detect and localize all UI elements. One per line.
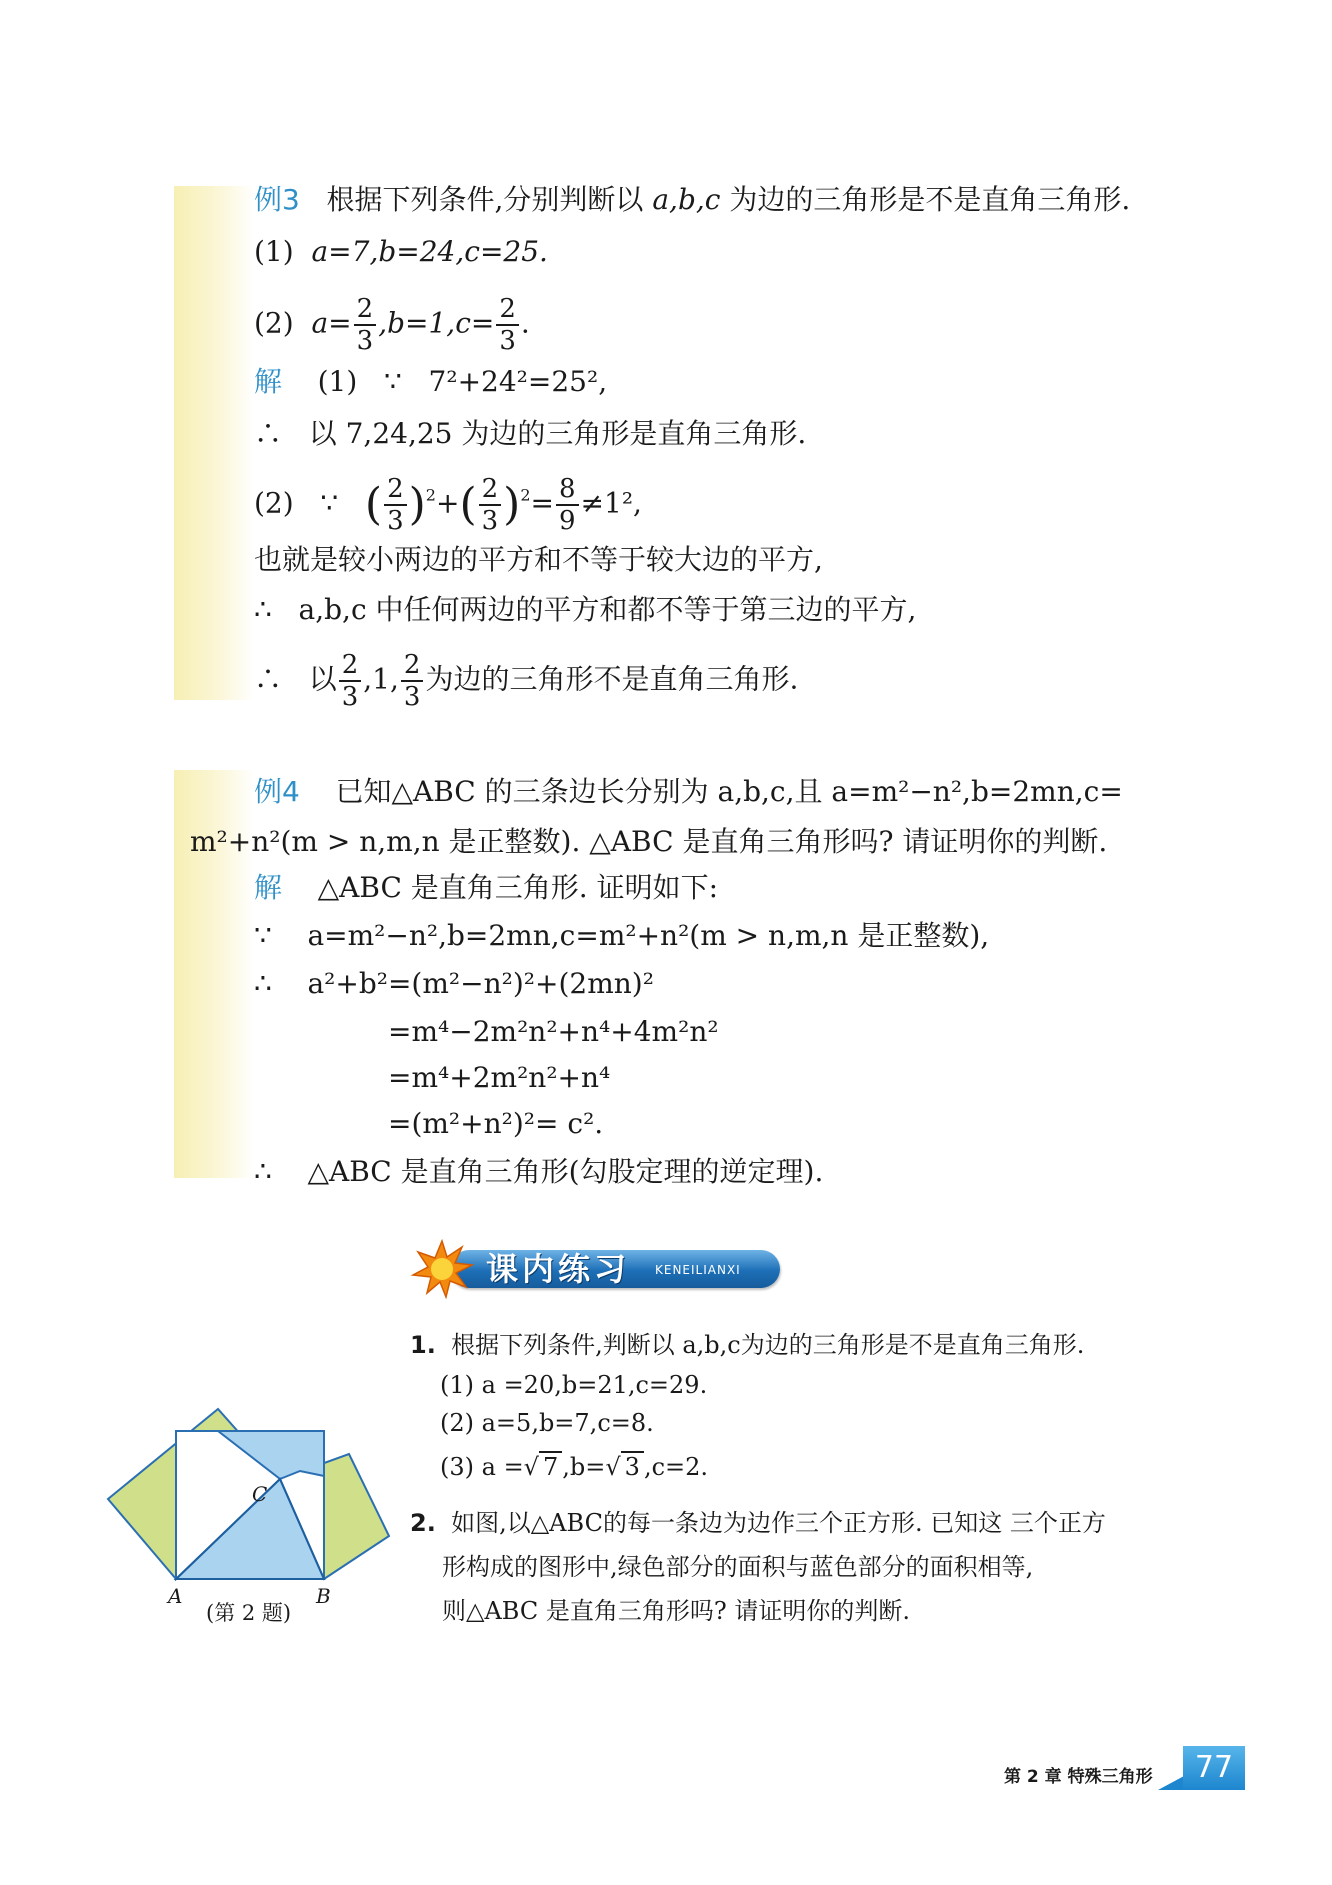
q1-text: 根据下列条件,判断以 a,b,c为边的三角形是不是直角三角形. <box>451 1331 1085 1359</box>
frac-den: 3 <box>479 504 502 536</box>
frac-num: 2 <box>403 650 421 680</box>
because-symbol: ∵ <box>320 486 339 520</box>
sol2-label: (2) <box>254 486 294 520</box>
q1-a <box>440 1368 707 1402</box>
example4-solution <box>254 868 718 908</box>
example4-conclusion <box>254 1152 823 1192</box>
q1-c-pre: (3) a = <box>440 1453 524 1481</box>
case2-label: (2) <box>254 306 294 340</box>
frac-den: 3 <box>401 680 424 712</box>
q2-line1 <box>410 1506 1106 1540</box>
frac-den: 3 <box>384 504 407 536</box>
q2-line3 <box>442 1594 910 1628</box>
square-exponent: 2 <box>425 485 436 505</box>
q1-c-mid: ,b= <box>562 1453 606 1481</box>
example4-line2-text: m²+n²(m > n,m,n 是正整数). △ABC 是直角三角形吗? 请证明你的判断. <box>190 825 1108 858</box>
example3-label: 例3 <box>254 183 300 216</box>
case2-end: . <box>520 306 530 340</box>
radicand-seven: 7 <box>539 1451 562 1481</box>
example4-label: 例4 <box>254 775 300 808</box>
example3-solution2-line2 <box>254 540 823 580</box>
q1-number: 1. <box>410 1331 436 1359</box>
because-symbol: ∵ <box>254 919 272 952</box>
label-b: B <box>316 1584 331 1608</box>
frac-den: 3 <box>354 324 377 356</box>
plus-sign: + <box>435 486 460 520</box>
frac-num: 2 <box>356 294 374 324</box>
q2-number: 2. <box>410 1509 436 1537</box>
example4-step3-text: =m⁴+2m²n²+n⁴ <box>388 1061 611 1094</box>
sol2-line4-c: 为边的三角形不是直角三角形. <box>425 662 799 696</box>
frac-num: 2 <box>499 294 516 324</box>
fraction-two-thirds <box>401 650 424 712</box>
therefore-symbol: ∴ <box>254 593 272 626</box>
therefore-symbol: ∴ <box>254 967 272 1000</box>
banner-title: 课内练习 <box>486 1250 631 1288</box>
therefore-symbol: ∴ <box>254 417 283 450</box>
sol2-line2-text: 也就是较小两边的平方和不等于较大边的平方, <box>254 543 823 576</box>
example3-statement-b: 为边的三角形是不是直角三角形. <box>729 183 1131 216</box>
fraction-two-thirds <box>354 294 377 356</box>
example4-conclusion-text: △ABC 是直角三角形(勾股定理的逆定理). <box>307 1155 824 1188</box>
sol1-conclusion: 以 7,24,25 为边的三角形是直角三角形. <box>308 417 807 450</box>
q2-line1-text: 如图,以△ABC的每一条边为边作三个正方形. 已知这 三个正方 <box>451 1509 1106 1537</box>
q2-line2 <box>442 1550 1033 1584</box>
q2-line2-text: 形构成的图形中,绿色部分的面积与蓝色部分的面积相等, <box>442 1553 1034 1581</box>
example3-solution2 <box>254 474 642 536</box>
example4-step1-text: a²+b²=(m²−n²)²+(2mn)² <box>307 967 654 1000</box>
frac-den: 3 <box>339 680 362 712</box>
q1-c-end: ,c=2. <box>643 1453 709 1481</box>
square-exponent: 2 <box>520 485 531 505</box>
example4-line1-text: 已知△ABC 的三条边长分别为 a,b,c,且 a=m²−n²,b=2mn,c= <box>335 775 1123 808</box>
example4-step4 <box>388 1104 603 1144</box>
sun-icon <box>410 1239 474 1299</box>
page-number-tab <box>1158 1776 1184 1790</box>
radical-sign: √ <box>523 1453 539 1481</box>
left-paren: ( <box>364 479 383 530</box>
because-symbol: ∵ <box>384 365 402 398</box>
fraction-two-thirds <box>479 474 502 536</box>
example4-sol-intro: △ABC 是直角三角形. 证明如下: <box>317 871 719 904</box>
example3-solution1-conclusion <box>254 414 806 454</box>
q2-line3-text: 则△ABC 是直角三角形吗? 请证明你的判断. <box>442 1597 910 1625</box>
example4-step1 <box>254 964 654 1004</box>
sol1-label: (1) <box>317 365 358 398</box>
case2-a: a= <box>311 306 352 340</box>
fraction-two-thirds <box>339 650 362 712</box>
figure-caption: (第 2 题) <box>206 1601 292 1625</box>
example4-line2 <box>190 822 1107 862</box>
frac-num: 2 <box>387 474 404 504</box>
example4-line1 <box>254 772 1123 812</box>
q1-a-text: (1) a =20,b=21,c=29. <box>440 1371 708 1399</box>
footer-chapter: 第 2 章 特殊三角形 <box>1004 1767 1153 1787</box>
frac-num: 2 <box>341 650 359 680</box>
solution-label: 解 <box>254 365 283 398</box>
example3-band <box>174 186 254 700</box>
example3-case2 <box>254 294 530 356</box>
frac-den: 9 <box>556 504 579 536</box>
example3-case1 <box>254 232 548 272</box>
example4-step3 <box>388 1058 610 1098</box>
sol1-equation: 7²+24²=25², <box>428 365 608 398</box>
example3-solution2-line4 <box>254 650 798 712</box>
sol2-not-equal: ≠1², <box>580 486 642 520</box>
right-paren: ) <box>408 479 426 530</box>
q1-b-text: (2) a=5,b=7,c=8. <box>440 1409 654 1437</box>
therefore-symbol: ∴ <box>254 662 283 696</box>
frac-den: 3 <box>496 324 519 356</box>
banner-subtitle: KENEILIANXI <box>655 1263 741 1277</box>
case1-text: a=7,b=24,c=25. <box>311 235 548 268</box>
therefore-symbol: ∴ <box>254 1155 272 1188</box>
q1-c <box>440 1450 708 1484</box>
example3-statement-a: 根据下列条件,分别判断以 <box>326 183 644 216</box>
right-paren: ) <box>503 479 521 530</box>
sol2-line4-a: 以 <box>308 662 337 696</box>
example4-given <box>254 916 989 956</box>
example4-step2-text: =m⁴−2m²n²+n⁴+4m²n² <box>388 1015 719 1048</box>
frac-num: 2 <box>481 474 499 504</box>
example4-step4-text: =(m²+n²)²= c². <box>388 1107 604 1140</box>
equals-sign: = <box>530 486 554 520</box>
case2-b: ,b=1,c= <box>378 306 495 340</box>
fraction-two-thirds <box>384 474 407 536</box>
sol2-line3-text: a,b,c 中任何两边的平方和都不等于第三边的平方, <box>298 593 917 626</box>
label-a: A <box>168 1584 183 1608</box>
left-paren: ( <box>459 479 477 530</box>
example4-step2 <box>388 1012 719 1052</box>
sol2-line4-b: ,1, <box>363 662 399 696</box>
q1-b <box>440 1406 654 1440</box>
example4-given-text: a=m²−n²,b=2mn,c=m²+n²(m > n,m,n 是正整数), <box>307 919 990 952</box>
example3-statement <box>254 180 1130 220</box>
example3-solution2-line3 <box>254 590 916 630</box>
radicand-three: 3 <box>621 1451 644 1481</box>
solution-label: 解 <box>254 871 283 904</box>
example3-solution1 <box>254 362 607 402</box>
page-number: 77 <box>1183 1746 1245 1790</box>
radical-sign: √ <box>605 1453 621 1481</box>
case1-label: (1) <box>254 235 294 268</box>
fraction-eight-ninths <box>556 474 579 536</box>
example3-statement-vars: a,b,c <box>652 183 721 216</box>
label-c: C <box>252 1482 268 1506</box>
frac-num: 8 <box>559 474 576 504</box>
fraction-two-thirds <box>496 294 519 356</box>
practice-banner <box>410 1242 780 1296</box>
q1 <box>410 1328 1084 1362</box>
